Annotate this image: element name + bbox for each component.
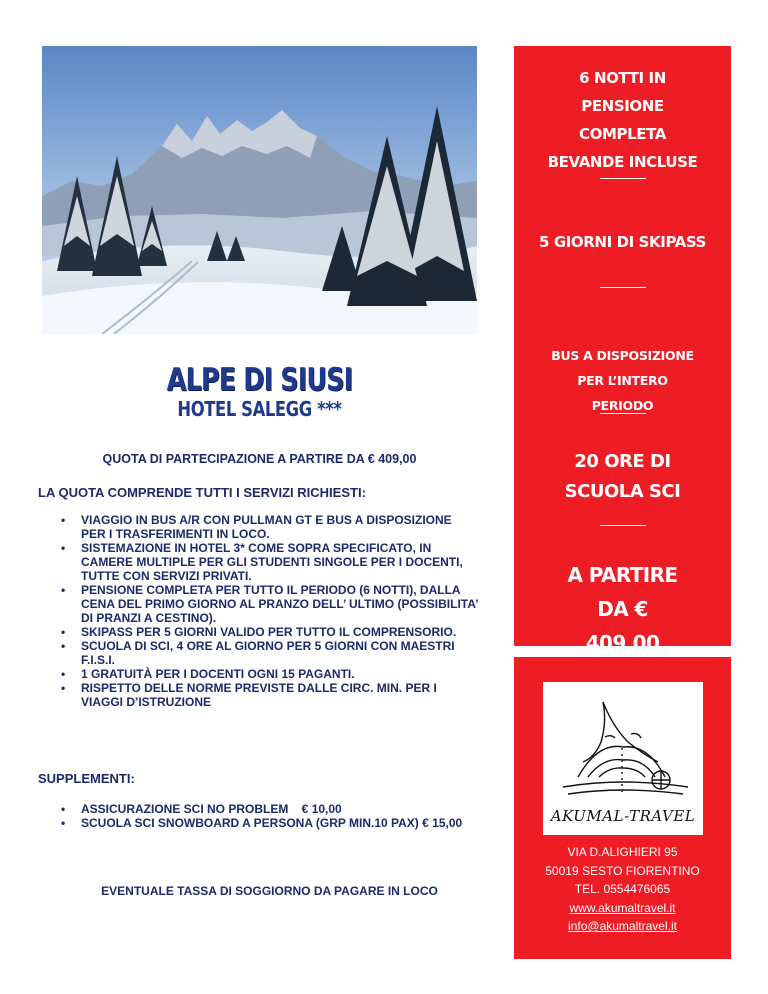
supplementi-heading: SUPPLEMENTI:: [38, 771, 135, 786]
divider: [600, 413, 646, 414]
comprende-heading: LA QUOTA COMPRENDE TUTTI I SERVIZI RICHIESTI:: [38, 485, 366, 500]
list-item: • SCUOLA DI SCI, 4 ORE AL GIORNO PER 5 GIORNI CON MAESTRI F.I.S.I.: [38, 639, 478, 667]
mountain-landscape-image: [42, 46, 477, 334]
contact-phone: TEL. 0554476065: [574, 882, 671, 896]
list-item: • ASSICURAZIONE SCI NO PROBLEM € 10,00: [38, 802, 478, 816]
hotel-subtitle: HOTEL SALEGG ***: [177, 397, 342, 421]
divider: [600, 287, 646, 288]
divider: [600, 178, 646, 179]
list-item: • RISPETTO DELLE NORME PREVISTE DALLE CIRC. MIN. PER I VIAGGI D’ISTRUZIONE: [38, 681, 478, 709]
logo-text: AKUMAL-TRAVEL: [550, 807, 696, 825]
list-item: • SISTEMAZIONE IN HOTEL 3* COME SOPRA SPECIFICATO, IN CAMERE MULTIPLE PER GLI STUDENTI SINGOLE PER I DOCENTI, TUTTE CON SERVIZI PRIVATI.: [38, 541, 478, 583]
quota-line: QUOTA DI PARTECIPAZIONE A PARTIRE DA € 409,00: [102, 452, 417, 466]
offer-notti: 6 NOTTI IN PENSIONE COMPLETA BEVANDE INCLUSE: [547, 69, 698, 171]
list-item: • PENSIONE COMPLETA PER TUTTO IL PERIODO (6 NOTTI), DALLA CENA DEL PRIMO GIORNO AL PRANZO DELL’ ULTIMO (POSSIBILITA’ DI PRANZI A CESTINO).: [38, 583, 478, 625]
contact-block: [514, 843, 731, 936]
offer-scuola: 20 ORE DI SCUOLA SCI: [564, 451, 681, 502]
divider: [600, 525, 646, 526]
alpine-snow-photo: [42, 46, 477, 334]
offer-skipass: 5 GIORNI DI SKIPASS: [538, 233, 707, 251]
logo-drawing-icon: [543, 682, 703, 807]
list-item: • SCUOLA SCI SNOWBOARD A PERSONA (GRP MIN.10 PAX) € 15,00: [38, 816, 478, 830]
comprende-list: [38, 513, 478, 709]
website-link[interactable]: www.akumaltravel.it: [569, 900, 676, 915]
supplementi-list: [38, 802, 478, 830]
contact-city: 50019 SESTO FIORENTINO: [545, 863, 700, 878]
offer-price: A PARTIRE DA € 409,00: [567, 563, 678, 655]
list-item: • SKIPASS PER 5 GIORNI VALIDO PER TUTTO IL COMPRENSORIO.: [38, 625, 478, 639]
page-title: ALPE DI SIUSI: [166, 362, 353, 398]
tassa-note: EVENTUALE TASSA DI SOGGIORNO DA PAGARE IN LOCO: [101, 884, 438, 898]
email-link[interactable]: info@akumaltravel.it: [568, 919, 677, 933]
contact-address: VIA D.ALIGHIERI 95: [567, 845, 678, 859]
list-item: • 1 GRATUITÀ PER I DOCENTI OGNI 15 PAGANTI.: [38, 667, 478, 681]
akumal-travel-logo: [543, 682, 703, 835]
list-item: • VIAGGIO IN BUS A/R CON PULLMAN GT E BUS A DISPOSIZIONE PER I TRASFERIMENTI IN LOCO.: [38, 513, 478, 541]
offer-bus: BUS A DISPOSIZIONE PER L’INTERO PERIODO: [551, 348, 694, 413]
